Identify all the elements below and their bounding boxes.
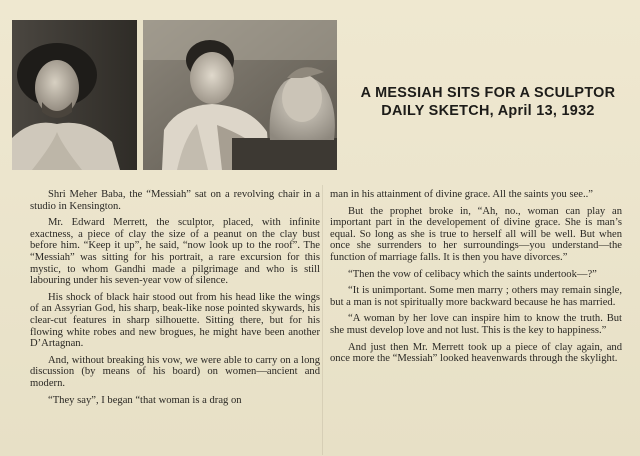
paragraph: “Then the vow of celibacy which the saints undertook—?” bbox=[348, 268, 597, 280]
article-photo bbox=[12, 20, 337, 170]
paragraph: “It is unimportant. Some men marry ; others may remain single, but a man is not spiritually more backward because he has married. bbox=[330, 285, 622, 308]
column-divider bbox=[322, 185, 323, 455]
paragraph: man in his attainment of divine grace. All the saints you see..” bbox=[330, 189, 594, 200]
article-column-left bbox=[30, 189, 320, 411]
paragraph: And, without breaking his vow, we were able to carry on a long discussion (by means of his board) on women—ancient and modern. bbox=[30, 354, 320, 389]
paragraph: His shock of black hair stood out from his head like the wings of an Assyrian God, his sharp, beak-like nose pointed skywards, his clear-cut features in sharp silhouette. Sitting there, but for his flowing white robes and new brogues, he might have been another D’Artagnan. bbox=[30, 291, 320, 350]
headline-title: A MESSIAH SITS FOR A SCULPTOR bbox=[360, 85, 616, 101]
headline bbox=[342, 86, 634, 119]
paragraph: And just then Mr. Merrett took up a piece of clay again, and once more the “Messiah” looked heavenwards through the skylight. bbox=[330, 341, 622, 365]
paragraph: “They say”, I began “that woman is a drag on bbox=[48, 394, 242, 406]
article-column-right bbox=[330, 189, 622, 370]
headline-source-date: DAILY SKETCH, April 13, 1932 bbox=[381, 103, 595, 120]
paragraph: Mr. Edward Merrett, the sculptor, placed, with infinite exactness, a piece of clay the size of a peanut on the clay bust before him. “Keep it up”, he said, “now look up to the roof”. The “Messiah” was sitting for his portrait, a rare excursion for this mystic, to whom Gandhi made a pilgrimage and who is still labouring under his seven-year vow of silence. bbox=[30, 217, 320, 287]
paragraph: Shri Meher Baba, the “Messiah” sat on a revolving chair in a studio in Kensington. bbox=[30, 189, 320, 212]
photo-image bbox=[12, 20, 337, 170]
paragraph: But the prophet broke in, “Ah, no., woman can play an important part in the developement of divine grace. She is man’s equal. So long as she is true to herself all will be well. But when once she surrenders to her surroundings—you understand—the function of marriage falls. It is then you have divorces.” bbox=[330, 205, 622, 263]
paragraph: “A woman by her love can inspire him to know the truth. But she must develop love and not lust. This is the key to happiness.” bbox=[330, 313, 622, 336]
